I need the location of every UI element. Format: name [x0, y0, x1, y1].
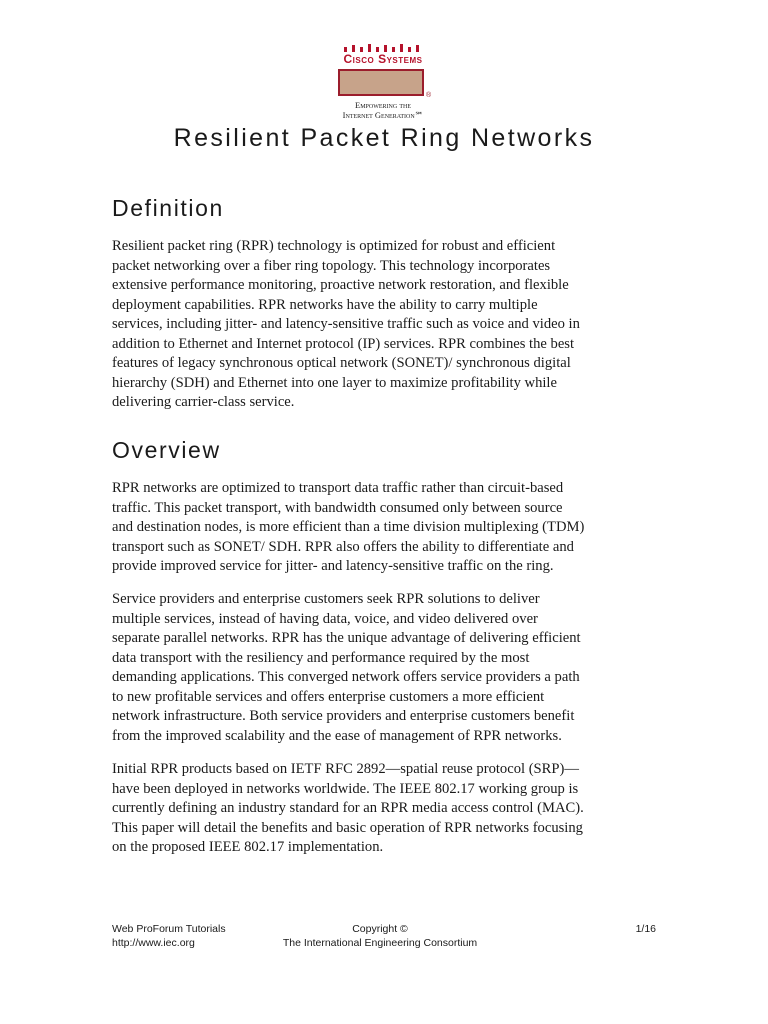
- paragraph: [112, 479, 657, 577]
- text-line: hierarchy (SDH) and Ethernet into one layer to maximize profitability while: [112, 374, 557, 391]
- text-line: currently defining an industry standard for an RPR media access control (MAC).: [112, 800, 584, 816]
- document-title: Resilient Packet Ring Networks: [173, 124, 595, 152]
- text-line: from the improved scalability and the ease of management of RPR networks.: [112, 727, 562, 744]
- text-line: addition to Ethernet and Internet protocol (IP) services. RPR combines the best: [112, 335, 575, 352]
- text-line: demanding applications. This converged network offers service providers a path: [112, 669, 580, 685]
- text-line: traffic. This packet transport, with bandwidth consumed only between source: [112, 499, 563, 516]
- section-heading-overview: Overview: [112, 437, 221, 463]
- registered-mark: ®: [426, 92, 432, 99]
- text-line: network infrastructure. Both service providers and enterprise customers benefit: [112, 708, 575, 724]
- paragraph: [112, 237, 657, 413]
- footer-url-link[interactable]: http://www.iec.org: [112, 937, 195, 949]
- text-line: multiple services, instead of having data, voice, and video delivered over: [112, 610, 538, 627]
- text-line: This paper will detail the benefits and basic operation of RPR networks focusing: [112, 819, 583, 836]
- cisco-bridge-icon: [338, 44, 428, 52]
- logo-brand-text: Cisco Systems: [343, 52, 423, 66]
- logo-tagline-line-2: Internet Generation℠: [342, 110, 424, 120]
- footer-center: [280, 922, 480, 950]
- paragraph: [112, 760, 657, 858]
- text-line: features of legacy synchronous optical network (SONET)/ synchronous digital: [112, 355, 571, 371]
- text-line: Resilient packet ring (RPR) technology is optimized for robust and efficient: [112, 238, 556, 254]
- footer-left: [112, 922, 226, 950]
- text-line: provide improved service for jitter- and latency-sensitive traffic on the ring.: [112, 558, 554, 574]
- text-line: to new profitable services and offers enterprise customers a more efficient: [112, 688, 545, 705]
- text-line: RPR networks are optimized to transport data traffic rather than circuit-based: [112, 480, 564, 496]
- text-line: separate parallel networks. RPR has the unique advantage of delivering efficient: [112, 630, 581, 646]
- text-line: services, including jitter- and latency-sensitive traffic such as voice and video in: [112, 316, 580, 332]
- text-line: extensive performance monitoring, proactive network restoration, and flexible: [112, 277, 569, 293]
- footer-copyright: Copyright ©: [352, 923, 408, 935]
- text-line: transport such as SONET/ SDH. RPR also offers the ability to differentiate and: [112, 538, 574, 555]
- logo-tagline-line-1: Empowering the: [355, 100, 411, 110]
- text-line: have been deployed in networks worldwide. The IEEE 802.17 working group is: [112, 780, 579, 797]
- section-heading-definition: Definition: [112, 195, 224, 221]
- page-number: 1/16: [635, 923, 656, 935]
- text-line: Initial RPR products based on IETF RFC 2892—spatial reuse protocol (SRP)—: [112, 761, 579, 777]
- text-line: Service providers and enterprise customers seek RPR solutions to deliver: [112, 591, 540, 607]
- text-line: and destination nodes, is more efficient than a time division multiplexing (TDM): [112, 519, 585, 535]
- footer-organization: The International Engineering Consortium: [282, 937, 478, 949]
- text-line: on the proposed IEEE 802.17 implementation.: [112, 839, 384, 855]
- paragraph: [112, 590, 657, 746]
- footer-publication: Web ProForum Tutorials: [112, 923, 226, 935]
- footer-page-number: [600, 922, 656, 936]
- text-line: deployment capabilities. RPR networks have the ability to carry multiple: [112, 296, 538, 313]
- text-line: data transport with the resiliency and performance required by the most: [112, 649, 530, 666]
- text-line: packet networking over a fiber ring topology. This technology incorporates: [112, 257, 551, 274]
- text-line: delivering carrier-class service.: [112, 394, 295, 410]
- logo-frame: [338, 69, 424, 96]
- cisco-logo: [330, 44, 436, 122]
